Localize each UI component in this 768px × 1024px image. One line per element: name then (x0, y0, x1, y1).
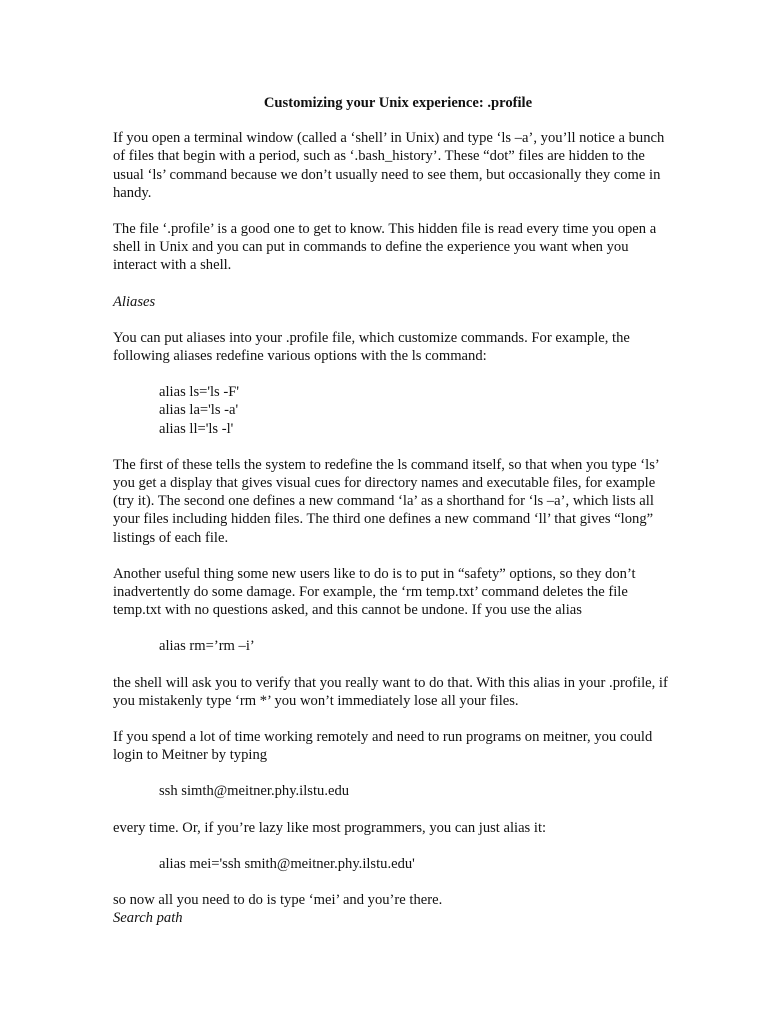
paragraph-rm-explanation: the shell will ask you to verify that you really want to do that. With this alias in your .profile, if you mistakenly type ‘rm *’ you won’t immediately lose all your files. (113, 674, 668, 709)
document-page (113, 86, 673, 928)
code-line-alias-ll: alias ll='ls -l' (159, 420, 234, 437)
code-line-alias-mei: alias mei='ssh smith@meitner.phy.ilstu.edu' (159, 855, 415, 872)
document-title: Customizing your Unix experience: .profile (263, 95, 533, 111)
alias-code-block (113, 383, 673, 438)
paragraph-profile: The file ‘.profile’ is a good one to get to know. This hidden file is read every time you open a shell in Unix and you can put in commands to define the experience you want when you interact with a shell. (113, 221, 657, 274)
code-line-alias-rm: alias rm=’rm –i’ (159, 638, 255, 655)
paragraph-remote: If you spend a lot of time working remotely and need to run programs on meitner, you could login to Meitner by typing (113, 729, 653, 764)
paragraph-alias-explanation: The first of these tells the system to redefine the ls command itself, so that when you type ‘ls’ you get a display that gives visual cues for directory names and executable files, for example (try it). The second one defines a new command ‘la’ as a shorthand for ‘ls –a’, which lists all your files including hidden files. The third one defines a new command ‘ll’ that gives “long” listings of each file. (113, 456, 659, 546)
paragraph-mei: so now all you need to do is type ‘mei’ and you’re there. (113, 892, 443, 909)
paragraph-safety: Another useful thing some new users like to do is to put in “safety” options, so they don’t inadvertently do some damage. For example, the ‘rm temp.txt’ command deletes the file temp.txt with no questions asked, and this cannot be undone. If you use the alias (113, 565, 636, 619)
code-line-alias-ls: alias ls='ls -F' (159, 384, 239, 401)
heading-search-path: Search path (113, 910, 183, 927)
code-line-ssh: ssh simth@meitner.phy.ilstu.edu (159, 783, 350, 800)
heading-aliases: Aliases (113, 293, 156, 310)
paragraph-intro: If you open a terminal window (called a ‘shell’ in Unix) and type ‘ls –a’, you’ll notice a bunch of files that begin with a period, such as ‘.bash_history’. These “dot” files are hidden to the usual ‘ls’ command because we don’t usually need to see them, but occasionally they come in handy. (113, 130, 665, 201)
paragraph-lazy: every time. Or, if you’re lazy like most programmers, you can just alias it: (113, 819, 547, 836)
paragraph-aliases-intro: You can put aliases into your .profile file, which customize commands. For example, the following aliases redefine various options with the ls command: (113, 329, 630, 365)
code-line-alias-la: alias la='ls -a' (159, 402, 239, 419)
